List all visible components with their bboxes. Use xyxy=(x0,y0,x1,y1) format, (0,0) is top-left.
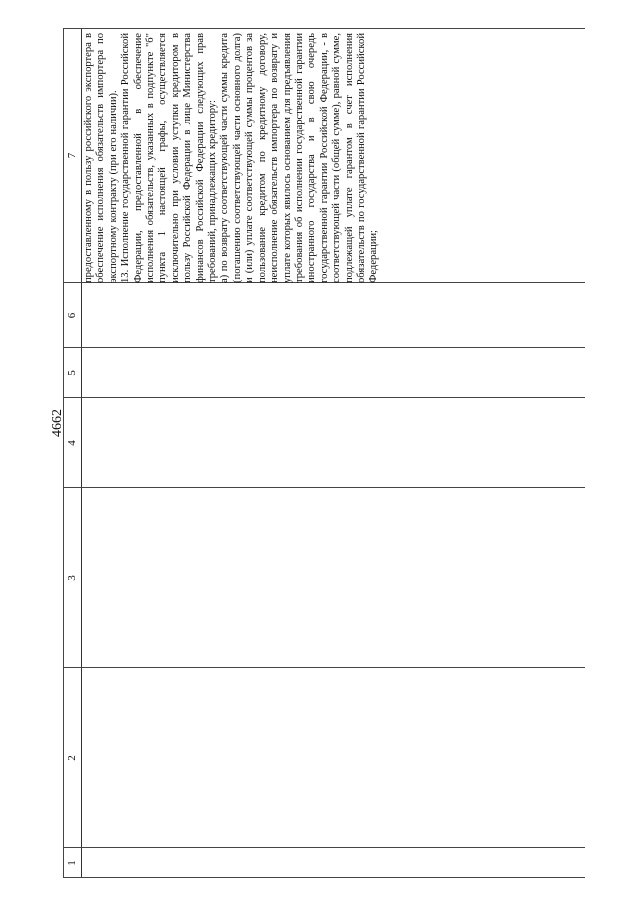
table-header-row xyxy=(63,28,82,878)
column-7-content xyxy=(83,33,381,283)
column-number-7: 7 xyxy=(66,152,78,159)
column-border xyxy=(63,877,585,878)
page-number: 4662 xyxy=(50,409,65,437)
column-number-3: 3 xyxy=(66,575,78,581)
column-border xyxy=(63,847,585,848)
column-number-1: 1 xyxy=(66,860,78,866)
column-number-2: 2 xyxy=(66,755,78,761)
rotated-table xyxy=(63,28,585,878)
column-border xyxy=(63,487,585,488)
column-number-4: 4 xyxy=(66,440,78,446)
paragraph-subitem-a: а) по возврату соответствующей части суммы кредита (погашению соответствующей части основного долга) и (или) уплате соответствующей суммы процентов за пользование кредитом по кредитному договору, неисполнение обязательств импортера по возврату и уплате которых явилось основанием для предъявления требования об исполнении государственной гарантии иностранного государства и в свою очередь государственной гарантии Российской Федерации, - в соответствующей части (общей сумме), равной сумме, подлежащей уплате гарантом в счет исполнения обязательств по государственной гарантии Российской Федерации; xyxy=(219,33,380,283)
column-border xyxy=(63,28,585,29)
column-number-6: 6 xyxy=(66,312,78,319)
column-border xyxy=(63,667,585,668)
column-number-5: 5 xyxy=(66,370,78,376)
paragraph-item-13: 13. Исполнение государственной гарантии Российской Федерации, предоставленной в обеспечение исполнения обязательств, указанных в подпункте "б" пункта 1 настоящей графы, осуществляется исключительно при условии уступки кредитором в пользу Российской Федерации в лице Министерства финансов Российской Федерации следующих прав требований, принадлежащих кредитору: xyxy=(120,33,219,283)
column-border xyxy=(63,397,585,398)
column-border xyxy=(63,347,585,348)
paragraph-contract-note: предоставленному в пользу российского экспортера в обеспечение исполнения обязательств импортера по экспортному контракту (при его наличии). xyxy=(83,33,119,283)
